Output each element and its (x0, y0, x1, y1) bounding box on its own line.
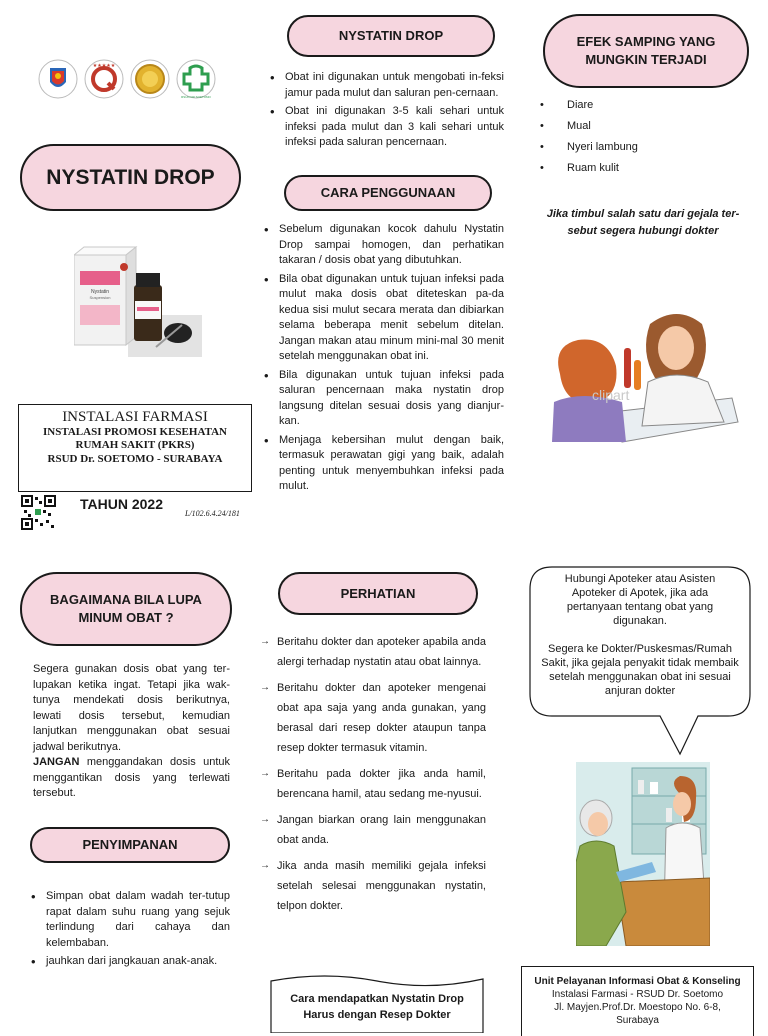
institution-line-3: RUMAH SAKIT (PKRS) (75, 439, 195, 451)
list-item: → Beritahu dokter dan apoteker mengenai obat apa saja yang anda gunakan, yang berasal dari resep dokter ataupun tanpa resep dokter termasuk vitamin. (260, 678, 486, 758)
warning-note: Jika timbul salah satu dari gejala ter-sebut segera hubungi dokter (546, 208, 740, 237)
nystatin-heading: NYSTATIN DROP (287, 15, 495, 57)
document-code: L/102.6.4.24/181 (185, 509, 240, 518)
list-item: • Menjaga kebersihan mulut dengan baik, termasuk perawatan gigi yang baik, adalah penting untuk menyembuhkan infeksi pada mulut. (262, 433, 504, 495)
storage-list (29, 889, 230, 973)
quality-award-icon (84, 58, 124, 100)
unit-line-1: Instalasi Farmasi - RSUD Dr. Soetomo (551, 989, 724, 1000)
svg-text:★★★★★: ★★★★★ (92, 63, 116, 69)
list-item: → Jangan biarkan orang lain menggunakan obat anda. (260, 810, 486, 850)
main-title: NYSTATIN DROP (20, 144, 241, 211)
hospital-logo-icon (176, 58, 216, 100)
list-item: → Beritahu pada dokter jika anda hamil, berencana hamil, atau sedang me-nyusui. (260, 764, 486, 804)
logo-caption: RSUD DR SOETOMO (181, 95, 211, 99)
list-item: • Bila obat digunakan untuk tujuan infeksi pada mulut maka dosis obat diteteskan pa-da kedua sisi mulut secara merata dan dibiarkan selama beberapa menit sebelum ditelan. Jangan makan atau minum mini-mal 30 menit setelah menggunakan obat ini. (262, 272, 504, 365)
forgot-dose-heading: BAGAIMANA BILA LUPA MINUM OBAT ? (20, 572, 232, 646)
pharmacy-counter-illustration (576, 762, 710, 946)
attention-list (260, 632, 486, 922)
usage-list (262, 222, 504, 498)
unit-info-box (521, 966, 754, 1036)
unit-line-3: Surabaya (616, 1015, 659, 1026)
attention-heading: PERHATIAN (278, 572, 478, 615)
list-item: • jauhkan dari jangkauan anak-anak. (29, 954, 230, 970)
unit-line-2: Jl. Mayjen.Prof.Dr. Moestopo No. 6-8, (554, 1002, 721, 1013)
usage-heading: CARA PENGGUNAAN (284, 175, 492, 211)
list-item: • Ruam kulit (540, 162, 619, 174)
bubble-text-1: Hubungi Apoteker atau Asisten Apoteker di Apotek, jika ada pertanyaan tentang obat yang digunakan. (564, 573, 716, 627)
forgot-dose-text: Segera gunakan dosis obat yang ter-lupakan ketika ingat. Tetapi jika wak-tunya mendekati dosis berikutnya, lewati dosis tersebut, kemudian lanjutkan menggunakan obat sesuai jadwal berikutnya. JANGAN menggandakan dosis untuk menggantikan dosis yang terlewati tersebut. (33, 663, 230, 799)
unit-title: Unit Pelayanan Informasi Obat & Konseling (534, 976, 741, 987)
qr-code-icon (21, 495, 56, 530)
list-item: • Simpan obat dalam wadah ter-tutup rapat dalam suhu ruang yang sejuk terlindung dari cahaya dan kelembaban. (29, 889, 230, 951)
list-item: • Diare (540, 99, 594, 111)
storage-heading: PENYIMPANAN (30, 827, 230, 863)
prescription-line-1: Cara mendapatkan Nystatin Drop (290, 993, 464, 1005)
prescription-line-2: Harus dengan Resep Dokter (303, 1009, 451, 1021)
list-item: • Bila digunakan untuk tujuan infeksi pada saluran pencernaan maka nystatin drop langsung ditelan sesuai dosis yang dianjur-kan. (262, 368, 504, 430)
doctor-consultation-illustration (552, 302, 742, 446)
prescription-box (270, 973, 484, 1033)
product-image-label: Nystatin (90, 289, 110, 295)
list-item: • Obat ini digunakan untuk mengobati in-feksi jamur pada mulut dan saluran pen-cernaan. (268, 70, 504, 101)
institution-line-4: RSUD Dr. SOETOMO - SURABAYA (47, 453, 223, 465)
side-effects-heading: EFEK SAMPING YANG MUNGKIN TERJADI (543, 14, 749, 88)
gold-accreditation-icon (130, 58, 170, 100)
speech-bubble (528, 566, 752, 756)
institution-name: INSTALASI FARMASI (62, 409, 208, 425)
list-item: • Sebelum digunakan kocok dahulu Nystatin Drop sampai homogen, dan perhatikan takaran / dosis obat yang dibutuhkan. (262, 222, 504, 269)
bubble-text-2: Segera ke Dokter/Puskesmas/Rumah Sakit, jika gejala penyakit tidak membaik setelah menggunakan obat ini sesuai anjuran dokter (541, 643, 739, 697)
list-item: • Mual (540, 120, 591, 132)
clipart-watermark: clipart (592, 387, 630, 403)
product-image-sublabel: Suspension (89, 295, 111, 300)
nystatin-list (268, 70, 504, 154)
east-java-emblem-icon (38, 58, 78, 100)
product-image (74, 245, 202, 357)
institution-line-2: INSTALASI PROMOSI KESEHATAN (43, 426, 227, 438)
list-item: → Beritahu dokter dan apoteker apabila anda alergi terhadap nystatin atau obat lainnya. (260, 632, 486, 672)
list-item: • Nyeri lambung (540, 141, 638, 153)
list-item: → Jika anda masih memiliki gejala infeksi setelah selesai menggunakan nystatin, telpon dokter. (260, 856, 486, 916)
side-effects-list (540, 98, 740, 182)
list-item: • Obat ini digunakan 3-5 kali sehari untuk infeksi pada mulut dan 3 kali sehari untuk infeksi pada saluran pencernaan. (268, 104, 504, 151)
logo-row (38, 58, 218, 100)
institution-box (18, 404, 252, 492)
year-label: TAHUN 2022 (80, 496, 163, 512)
